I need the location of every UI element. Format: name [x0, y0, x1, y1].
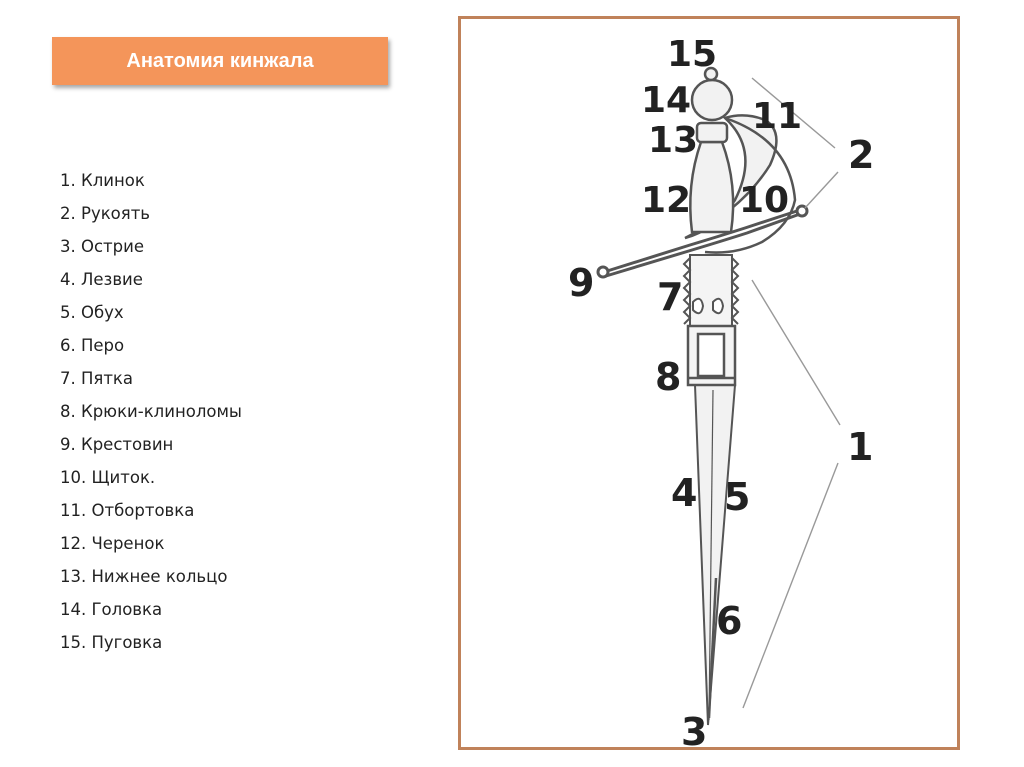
legend-item-10: 10. Щиток.: [60, 468, 156, 487]
label-6: 6: [716, 599, 743, 643]
legend-item-1: 1. Клинок: [60, 171, 145, 190]
legend-item-8: 8. Крюки-клиноломы: [60, 402, 242, 421]
label-3: 3: [681, 710, 708, 754]
legend-item-9: 9. Крестовин: [60, 435, 174, 454]
label-11: 11: [752, 96, 803, 137]
label-7: 7: [657, 275, 684, 319]
ricasso-shape: [684, 255, 738, 327]
label-4: 4: [671, 471, 698, 515]
label-8: 8: [655, 355, 682, 399]
legend-item-14: 14. Головка: [60, 600, 163, 619]
legend-item-5: 5. Обух: [60, 303, 124, 322]
label-9: 9: [568, 261, 595, 305]
label-13: 13: [648, 120, 699, 161]
page-title: Анатомия кинжала: [126, 49, 314, 72]
label-14: 14: [641, 80, 692, 121]
sword-breaker-hooks: [688, 326, 735, 385]
legend-item-11: 11. Отбортовка: [60, 501, 195, 520]
legend-item-12: 12. Черенок: [60, 534, 165, 553]
label-10: 10: [739, 180, 790, 221]
label-2: 2: [848, 133, 875, 177]
pommel-shape: [692, 68, 732, 120]
legend-item-6: 6. Перо: [60, 336, 125, 355]
legend-item-2: 2. Рукоять: [60, 204, 151, 223]
legend-item-7: 7. Пятка: [60, 369, 134, 388]
label-15: 15: [667, 34, 718, 75]
blade-shape: [695, 385, 735, 725]
label-5: 5: [724, 475, 751, 519]
label-1: 1: [847, 425, 874, 469]
legend-item-15: 15. Пуговка: [60, 633, 163, 652]
legend-item-4: 4. Лезвие: [60, 270, 143, 289]
legend-item-3: 3. Острие: [60, 237, 145, 256]
legend-item-13: 13. Нижнее кольцо: [60, 567, 228, 586]
label-12: 12: [641, 180, 692, 221]
